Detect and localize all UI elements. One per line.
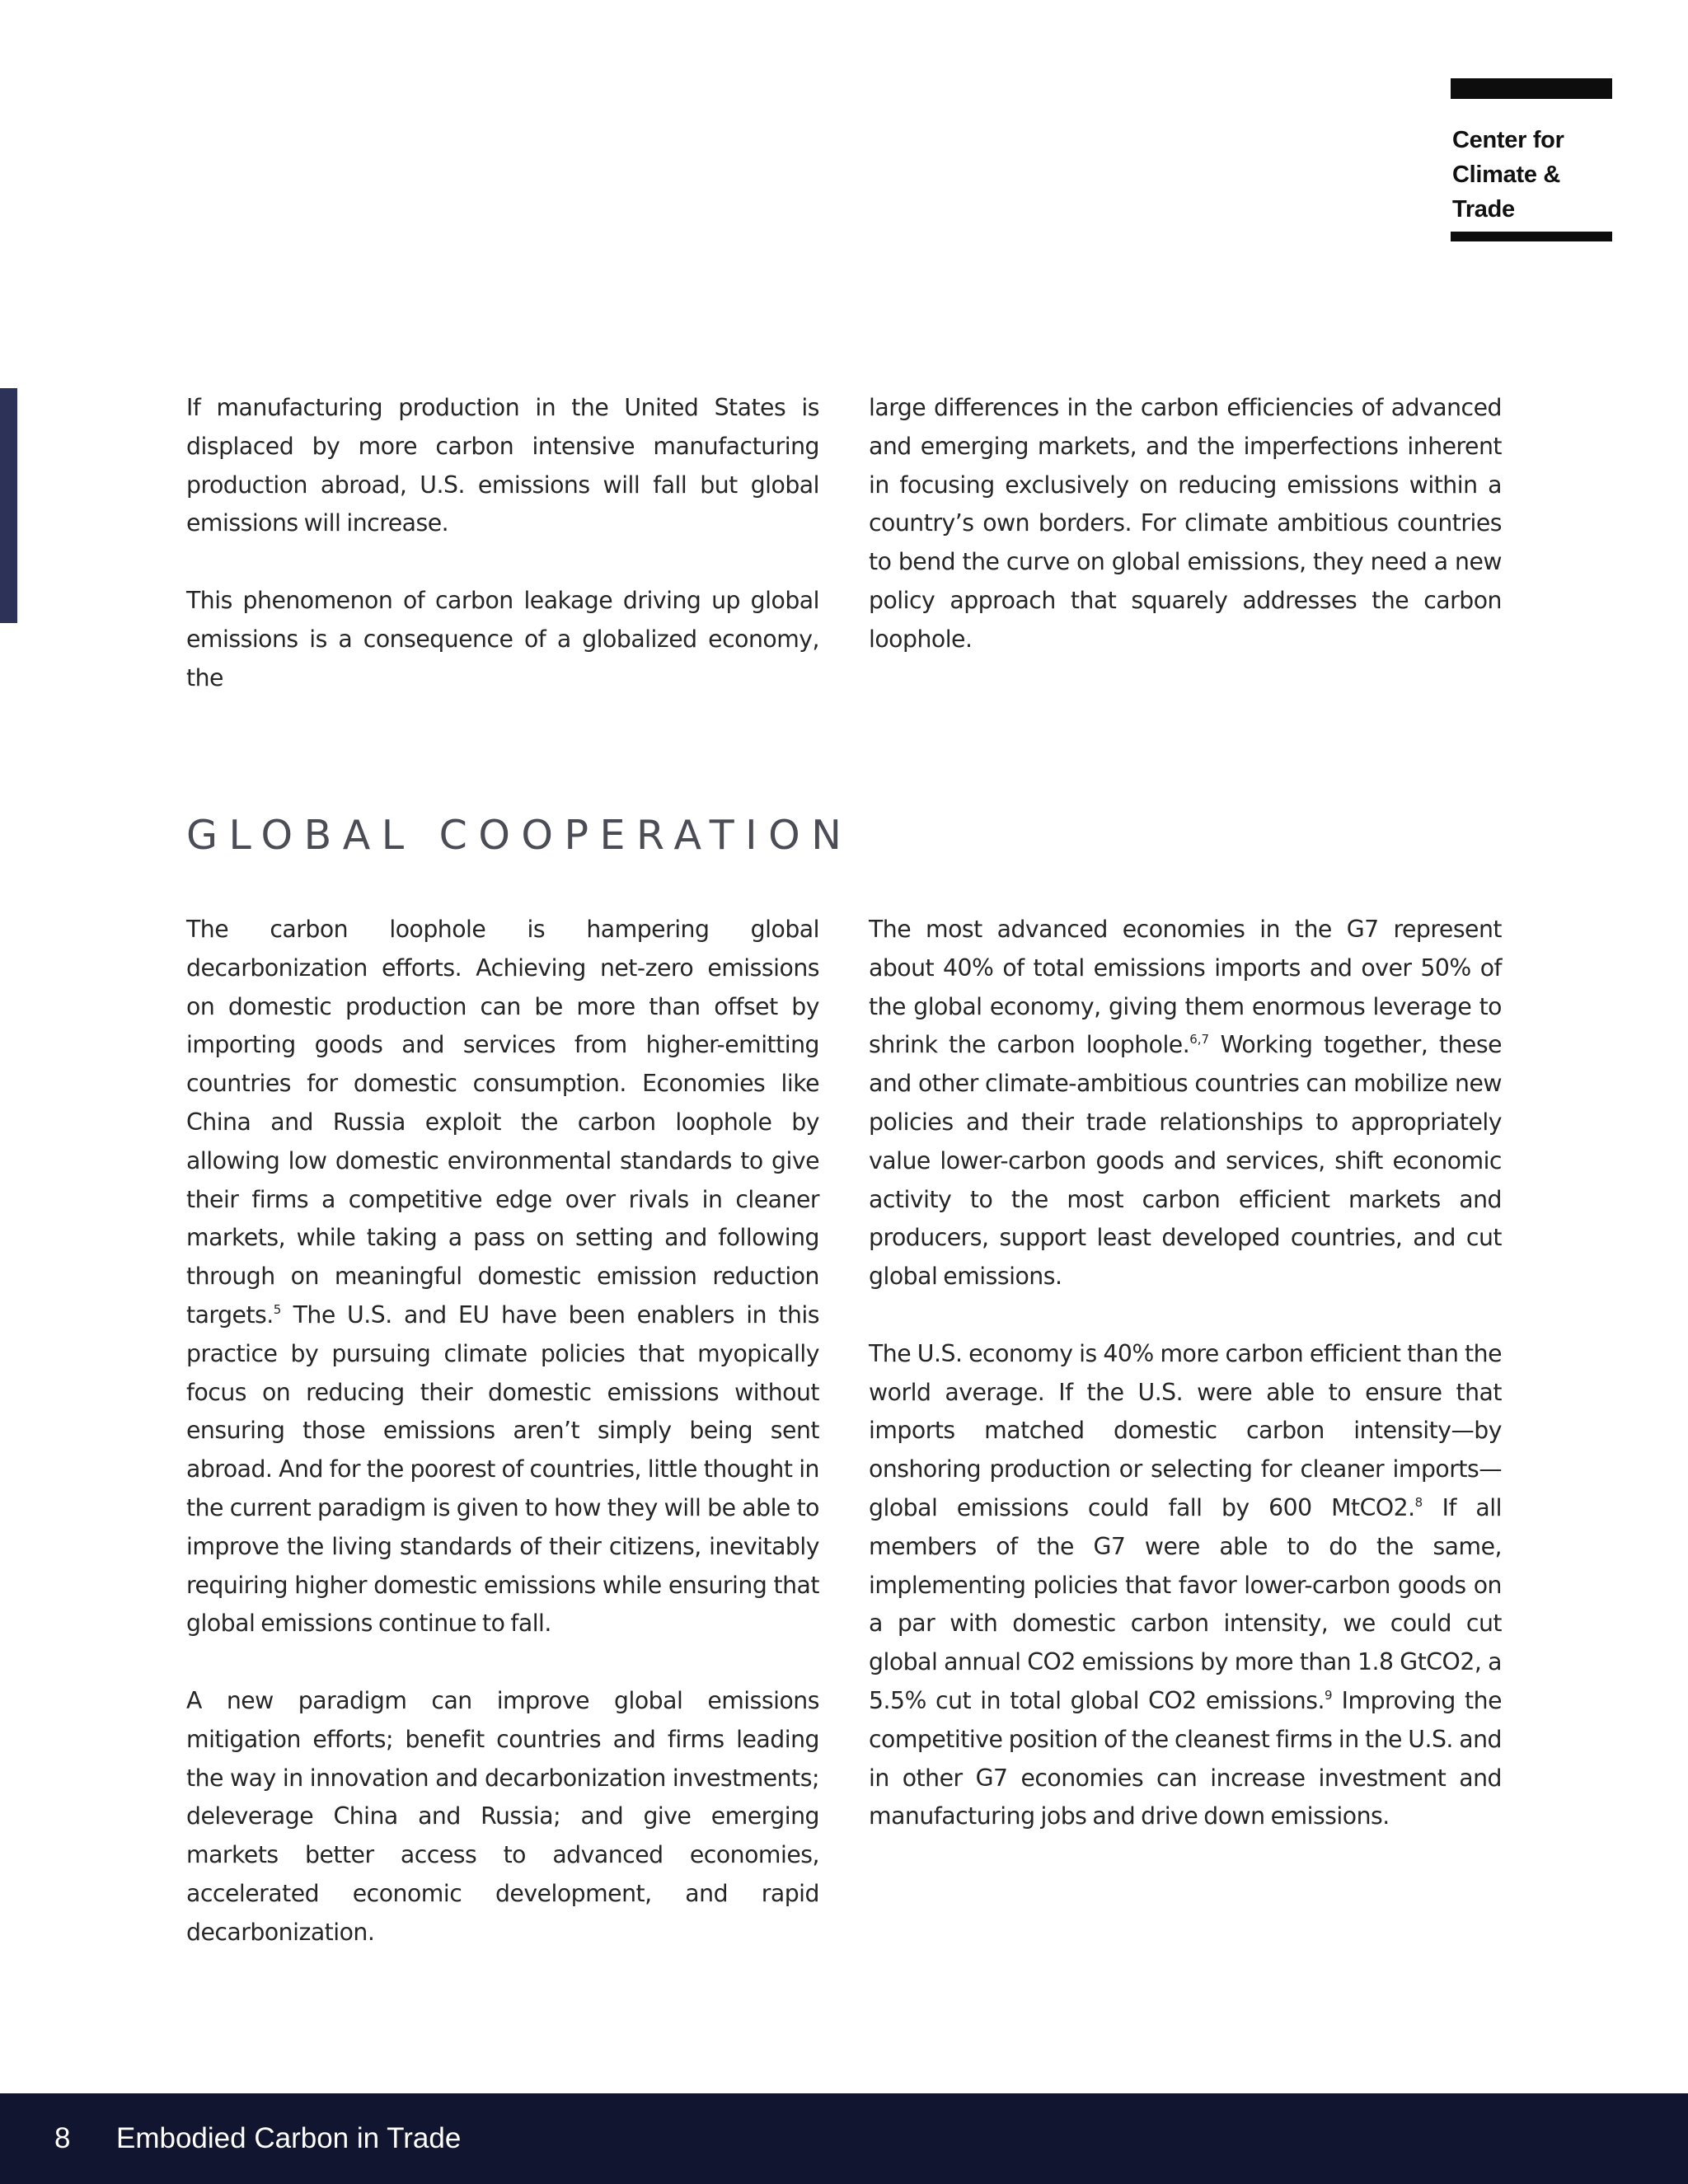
- logo-top-bar: [1451, 78, 1612, 99]
- paragraph-text: The U.S. and EU have been enablers in this practice by pursuing climate policies that myopically focus on reducing their domestic emissions without ensuring those emissions aren’t simply being sent abroad. And for the poorest of countries, little thought in the current paradigm is given to how they will be able to improve the living standards of their citizens, inevitably requiring higher domestic emissions while ensuring that global emissions continue to fall.: [186, 1301, 819, 1638]
- paragraph-text: Working together, these and other climate-ambitious countries can mobilize new policies and their trade relationships to appropriately value lower-carbon goods and services, shift economic activity to the most carbon efficient markets and producers, support least developed countries, and cut global emissions.: [869, 1031, 1502, 1291]
- body-paragraph: A new paradigm can improve global emissions mitigation efforts; benefit countries and firms leading the way in innovation and decarbonization investments; deleverage China and Russia; and give emerging markets better access to advanced economies, accelerated economic development, and rapid decarbonization.: [186, 1686, 819, 1946]
- paragraph-text: The most advanced economies in the G7 represent about 40% of total emissions imports and over 50% of the global economy, giving them enormous leverage to shrink the carbon loophole.: [869, 916, 1502, 1059]
- publication-title: Embodied Carbon in Trade: [116, 2122, 462, 2154]
- body-paragraph: This phenomenon of carbon leakage driving up global emissions is a consequence of a globalized economy, the: [186, 586, 819, 691]
- footnote-ref: 8: [1414, 1494, 1423, 1510]
- center-for-climate-and-trade-logo: [1451, 78, 1612, 241]
- logo-line-3: Trade: [1452, 196, 1515, 223]
- paragraph-text: If all members of the G7 were able to do the same, implementing policies that favor lower-carbon goods on a par with domestic carbon intensity, we could cut global annual CO2 emissions by more than 1.8 GtCO2, a 5.5% cut in total global CO2 emissions.: [869, 1493, 1502, 1714]
- logo-line-2: Climate &: [1452, 162, 1561, 188]
- intro-left-column: [186, 389, 819, 697]
- section-left-column: [186, 911, 819, 1952]
- logo-bottom-bar: [1451, 232, 1612, 241]
- intro-right-column: [869, 389, 1502, 659]
- section-right-column: [869, 911, 1502, 1836]
- body-paragraph: [869, 911, 1502, 1296]
- body-paragraph: [869, 1335, 1502, 1836]
- logo-wordmark: [1452, 123, 1612, 227]
- page-number: 8: [54, 2122, 71, 2154]
- paragraph-text: The U.S. economy is 40% more carbon efficient than the world average. If the U.S. were able to ensure that imports matched domestic carbon intensity—by onshoring production or selecting for cleaner imports—global emissions could fall by 600 MtCO2.: [869, 1339, 1502, 1521]
- body-paragraph: [186, 911, 819, 1643]
- body-paragraph: If manufacturing production in the United States is displaced by more carbon intensive manufacturing production abroad, U.S. emissions will fall but global emissions will increase.: [186, 394, 819, 537]
- body-paragraph: large differences in the carbon efficiencies of advanced and emerging markets, and the imperfections inherent in focusing exclusively on reducing emissions within a country’s own borders. For climate ambitious countries to bend the curve on global emissions, they need a new policy approach that squarely addresses the carbon loophole.: [869, 394, 1502, 653]
- logo-line-1: Center for: [1452, 127, 1564, 153]
- footnote-ref: 6,7: [1189, 1032, 1210, 1047]
- section-heading: GLOBAL COOPERATION: [186, 812, 853, 859]
- paragraph-text: Improving the competitive position of the cleanest firms in the U.S. and in other G7 economies can increase investment and manufacturing jobs and drive down emissions.: [869, 1686, 1502, 1830]
- footnote-ref: 5: [273, 1301, 282, 1317]
- page-footer: [0, 2093, 1688, 2184]
- side-accent-bar: [0, 388, 17, 623]
- paragraph-text: The carbon loophole is hampering global decarbonization efforts. Achieving net-zero emissions on domestic production can be more than offset by importing goods and services from higher-emitting countries for domestic consumption. Economies like China and Russia exploit the carbon loophole by allowing low domestic environmental standards to give their firms a competitive edge over rivals in cleaner markets, while taking a pass on setting and following through on meaningful domestic emission reduction targets.: [186, 916, 819, 1329]
- footnote-ref: 9: [1324, 1687, 1333, 1703]
